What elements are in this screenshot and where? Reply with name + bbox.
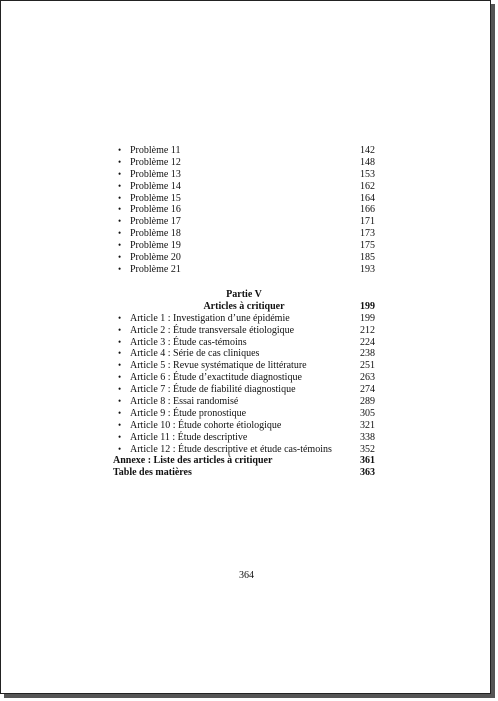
part-subtitle: [113, 301, 375, 313]
toc-item: [113, 432, 375, 444]
toc-item-page: 164: [360, 192, 375, 204]
annex-label: Annexe : Liste des articles à critiquer: [113, 455, 273, 467]
toc-item-label: Article 7 : Étude de fiabilité diagnostique: [130, 384, 296, 396]
toc-item: [113, 408, 375, 420]
toc-item-label: Problème 11: [130, 145, 181, 156]
toc-item: [113, 325, 375, 337]
toc-item: [113, 444, 375, 456]
toc-item-page: 153: [360, 168, 375, 180]
part-title: Partie V: [226, 289, 262, 300]
toc-item-label: Problème 18: [130, 228, 181, 240]
part-v-section: [113, 289, 375, 479]
toc-item-label: Article 8 : Essai randomisé: [130, 396, 239, 408]
toc-item-label: Problème 21: [130, 263, 181, 275]
toc-item-page: 142: [360, 145, 375, 156]
toc-entry: [113, 467, 375, 479]
toc-item-page: 148: [360, 156, 375, 168]
toc-item-page: 224: [360, 336, 375, 348]
toc-item: [113, 313, 375, 325]
toc-item: [113, 372, 375, 384]
toc-item-label: Article 10 : Étude cohorte étiologique: [130, 419, 282, 431]
toc-item-label: Problème 17: [130, 216, 181, 228]
toc-item-label: Problème 16: [130, 204, 181, 216]
toc-item-label: Problème 14: [130, 180, 181, 192]
toc-entry-page: 363: [360, 467, 375, 479]
toc-item: [113, 193, 375, 205]
toc-item: [113, 264, 375, 276]
toc-item-label: Problème 20: [130, 252, 181, 264]
toc-item: [113, 240, 375, 252]
toc-item: [113, 337, 375, 349]
page-number: 364: [239, 570, 254, 581]
toc-item-label: Article 2 : Étude transversale étiologique: [130, 324, 295, 336]
toc-item-label: Problème 12: [130, 156, 181, 168]
toc-item-label: Problème 13: [130, 168, 181, 180]
toc-item: [113, 420, 375, 432]
toc-item-page: 162: [360, 180, 375, 192]
toc-item: [113, 384, 375, 396]
toc-item-label: Problème 19: [130, 240, 181, 252]
toc-item-page: 238: [360, 348, 375, 360]
toc-item-page: 352: [360, 443, 375, 455]
toc-item-label: Article 9 : Étude pronostique: [130, 407, 247, 419]
toc-item-page: 193: [360, 263, 375, 275]
toc-item-page: 171: [360, 216, 375, 228]
problem-list: [113, 145, 375, 276]
toc-item-page: 321: [360, 419, 375, 431]
toc-item-label: Article 1 : Investigation d’une épidémie: [130, 312, 290, 324]
toc-item-label: Problème 15: [130, 192, 181, 204]
toc-item-page: 175: [360, 240, 375, 252]
toc-item: [113, 216, 375, 228]
annex-page: 361: [360, 455, 375, 467]
toc-item: [113, 360, 375, 372]
toc-item-page: 185: [360, 252, 375, 264]
toc-item-page: 263: [360, 372, 375, 384]
toc-item-label: Article 3 : Étude cas-témoins: [130, 336, 247, 348]
toc-item-page: 166: [360, 204, 375, 216]
toc-item: [113, 348, 375, 360]
part-subtitle-page: 199: [360, 300, 375, 312]
annex-entry: [113, 455, 375, 467]
toc-item-label: Article 6 : Étude d’exactitude diagnostique: [130, 372, 302, 384]
part-subtitle-label: Articles à critiquer: [203, 300, 285, 312]
toc-item-page: 274: [360, 384, 375, 396]
toc-item-page: 338: [360, 431, 375, 443]
toc-item-page: 199: [360, 312, 375, 324]
toc-entry-label: Table des matières: [113, 467, 192, 479]
toc-item-page: 173: [360, 228, 375, 240]
toc-item: [113, 181, 375, 193]
toc-item: [113, 228, 375, 240]
toc-item: [113, 252, 375, 264]
toc-item-label: Article 5 : Revue systématique de littérature: [130, 360, 307, 372]
toc-item-page: 289: [360, 396, 375, 408]
toc-item: [113, 157, 375, 169]
toc-item: [113, 169, 375, 181]
toc-item-page: 251: [360, 360, 375, 372]
toc-item: [113, 396, 375, 408]
toc-item-page: 305: [360, 407, 375, 419]
toc-item: [113, 204, 375, 216]
toc-item: [113, 145, 375, 157]
toc-item-label: Article 4 : Série de cas cliniques: [130, 348, 260, 360]
toc-item-label: Article 11 : Étude descriptive: [130, 431, 248, 443]
toc-item-label: Article 12 : Étude descriptive et étude cas-témoins: [130, 443, 332, 455]
toc-item-page: 212: [360, 324, 375, 336]
